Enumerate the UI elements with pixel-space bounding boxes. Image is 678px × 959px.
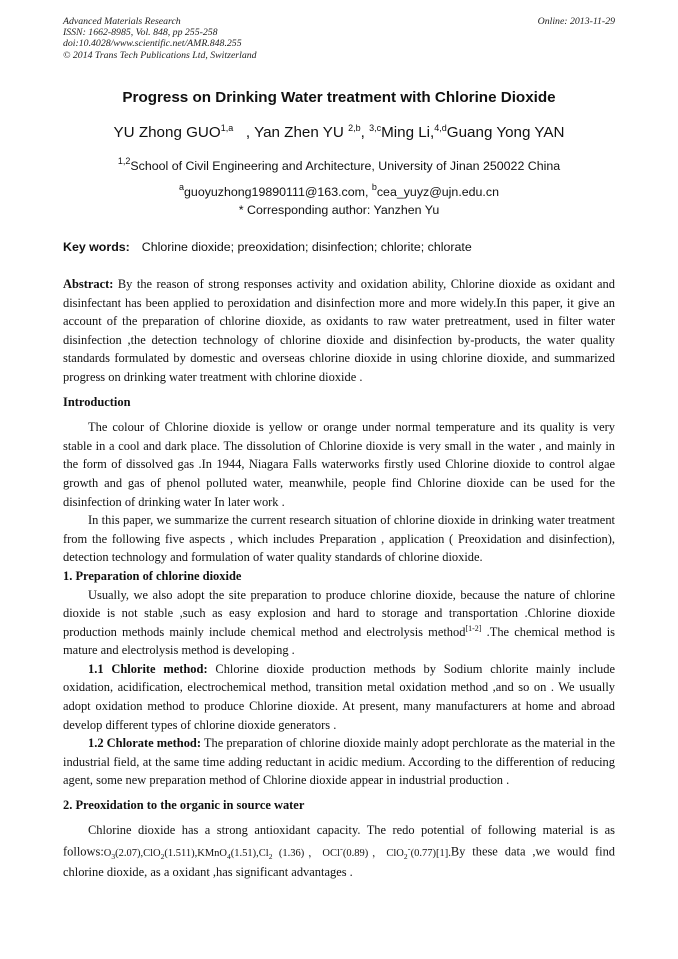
section1-paragraph (63, 586, 615, 660)
section1-text: .The chemical method is mature and electrolysis method is developing . (63, 624, 615, 658)
chem-value: (1.51), (230, 847, 259, 859)
chem-sub: 2 (160, 851, 165, 861)
chem-formula: ClO (143, 847, 161, 859)
author-sup: 1,a (220, 123, 234, 133)
chem-value: (0.77)[1]. (410, 847, 451, 859)
doi: doi:10.4028/www.scientific.net/AMR.848.255 (63, 38, 242, 50)
author-name: Ming Li, (381, 124, 435, 141)
chem-value: (1.36) (272, 847, 305, 859)
section1-text: Usually, we also adopt the site preparation to produce chlorine dioxide, because the nature of chlorine dioxide is not stable ,such as easy explosion and hard to storage and transportation .Chlorine dioxide production methods mainly include chemical method and electrolysis method (63, 587, 615, 639)
paper-title (0, 89, 678, 106)
chem-formula: Cl (258, 847, 269, 859)
section2-heading: 2. Preoxidation to the organic in source water (63, 798, 305, 813)
chem-value: (0.89) (342, 847, 369, 859)
chem-sub: 2 (403, 851, 408, 861)
section2-paragraph (63, 821, 615, 882)
email-sup-b: b (371, 182, 377, 192)
issn: ISSN: 1662-8985, Vol. 848, pp 255-258 (63, 27, 218, 39)
citation: [1-2] (465, 623, 482, 633)
email-sup-a: a (179, 182, 185, 192)
abstract-label: Abstract: (63, 277, 114, 291)
chem-sup: - (407, 843, 411, 854)
chem-value: (2.07), (115, 847, 144, 859)
subsection-1-1-text: Chlorine dioxide production methods by Sodium chlorite mainly include oxidation, acidification, electrochemical method, transition metal oxidation method ,and so on . We usually adopt oxidation method to produce Chlorine dioxide. At present, many manufacturers at home and abroad develop different types of chlorine dioxide generators . (63, 661, 615, 732)
subsection-1-1-label: 1.1 Chlorite method: (88, 661, 208, 676)
subsection-1-2-label: 1.2 Chlorate method: (88, 736, 201, 751)
chem-separator: ， (368, 847, 387, 859)
author-name: Guang Yong YAN (446, 124, 565, 141)
chem-formula: KMnO (197, 847, 228, 859)
chem-separator: ， (304, 847, 323, 859)
section2-text: By these data ,we would find chlorine dioxide, as a oxidant ,has significant advantages . (63, 844, 616, 880)
subsection-1-1 (63, 660, 615, 734)
journal-name: Advanced Materials Research (63, 16, 181, 27)
author-sup: 2,b (348, 123, 361, 133)
copyright: © 2014 Trans Tech Publications Ltd, Switzerland (63, 49, 257, 61)
keywords (63, 240, 472, 254)
chem-sub: 4 (227, 851, 231, 861)
redox-list (103, 843, 451, 861)
affiliation-text: School of Civil Engineering and Architecture, University of Jinan 250022 China (130, 159, 561, 173)
author-sup: 3,c (369, 123, 382, 133)
journal-header (63, 16, 257, 61)
chem-formula: ClO (386, 847, 404, 859)
chem-value: (1.511), (164, 847, 198, 859)
chem-formula: O (103, 847, 112, 859)
section1-heading: 1. Preparation of chlorine dioxide (63, 568, 242, 583)
abstract-text: By the reason of strong responses activity and oxidation ability, Chlorine dioxide as oxidant and disinfectant has been applied to peroxidation and disinfection more and more widely.In this paper, it give an account of the preparation of chlorine dioxide, as oxidants to raw water pretreatment, used in filter water disinfection ,the detection technology of chlorine dioxide and disinfection by-products, the water quality standards formulated by domestic and overseas chlorine dioxide in using chlorine dioxide, and summarized progress on drinking water treatment with chlorine dioxide . (63, 277, 615, 384)
author-name: YU Zhong GUO (113, 124, 221, 141)
abstract (63, 275, 615, 387)
subsection-1-2-text: The preparation of chlorine dioxide mainly adopt perchlorate as the material in the industrial field, at the same time adding reductant in acidic medium. According to the differention of reducing agent, some new preparation method of Chlorine dioxide appear in industrial production . (63, 736, 615, 788)
author-sup: 4,d (434, 123, 447, 133)
intro-paragraph: In this paper, we summarize the current research situation of chlorine dioxide in drinking water treatment from the following five aspects , which includes Preparation , application ( Preoxidation and disinfection), detection technology and formulation of water quality standards of chlorine dioxide. (63, 513, 615, 565)
corresponding-author: * Corresponding author: Yanzhen Yu (238, 203, 440, 217)
author-sep: , (360, 124, 365, 141)
subsection-1-2 (63, 734, 615, 790)
email-a: guoyuzhong19890111@163.com, (184, 185, 369, 199)
chem-formula: OCl (322, 847, 340, 859)
email-b: cea_yuyz@ujn.edu.cn (376, 185, 499, 199)
keywords-text: Chlorine dioxide; preoxidation; disinfection; chlorite; chlorate (141, 240, 472, 254)
author-list (0, 124, 678, 141)
chem-sub: 3 (111, 851, 116, 861)
intro-paragraph: The colour of Chlorine dioxide is yellow or orange under normal temperature and its quality is very stable in a cool and dark place. The dissolution of Chlorine dioxide is very small in the water , and mainly in the form of dissolved gas .In 1944, Niagara Falls waterworks firstly used Chlorine dioxide to control algae growth and gas of phenol polluted water, meanwhile, people find Chlorine dioxide can be used for the disinfection of drinking water In later work . (63, 420, 615, 509)
introduction-heading: Introduction (63, 394, 131, 409)
chem-sup: - (339, 843, 343, 854)
chem-sub: 2 (268, 851, 273, 861)
section2-text: Chlorine dioxide has a strong antioxidant capacity. The redo potential of following material is as follows: (63, 822, 615, 859)
affiliation-sup: 1,2 (117, 156, 131, 166)
keywords-label: Key words: (63, 240, 130, 254)
emails (0, 182, 678, 199)
paper-body (63, 275, 615, 882)
affiliation (0, 156, 678, 173)
online-date: Online: 2013-11-29 (537, 16, 615, 27)
paper-title-text: Progress on Drinking Water treatment with Chlorine Dioxide (122, 89, 556, 106)
author-name: , Yan Zhen YU (245, 124, 344, 141)
